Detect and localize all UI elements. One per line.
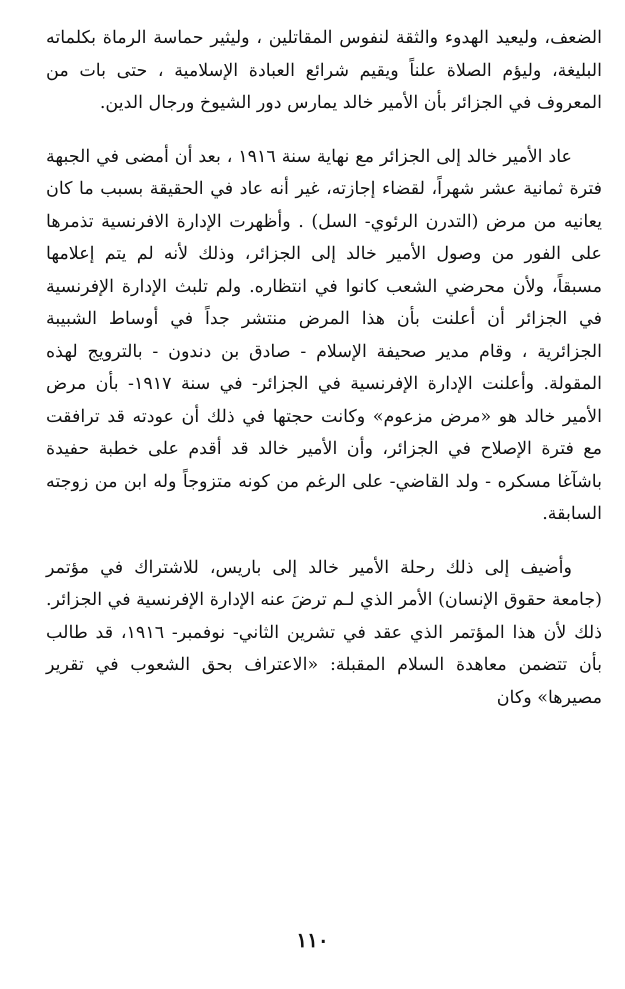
paragraph-1: الضعف، وليعيد الهدوء والثقة لنفوس المقاتلين ، وليثير حماسة الرماة بكلماته البليغة، وليؤم الصلاة علناً ويقيم شرائع العبادة الإسلامية ، حتى بات من المعروف في الجزائر بأن الأمير خالد يمارس دور الشيوخ ورجال الدين. — [46, 28, 602, 113]
paragraph-2: عاد الأمير خالد إلى الجزائر مع نهاية سنة ١٩١٦ ، بعد أن أمضى في الجبهة فترة ثمانية عشر شهراً، لقضاء إجازته، غير أنه عاد في الحقيقة بسبب ما كان يعانيه من مرض (التدرن الرئوي- السل) . وأظهرت الإدارة الافرنسية تذمرها على الفور من وصول الأمير خالد إلى الجزائر، وذلك لأنه لم يتم إعلامها مسبقاً، ولأن محرضي الشعب كانوا في انتظاره. ولم تلبث الإدارة الإفرنسية في الجزائر أن أعلنت بأن هذا المرض منتشر جداً في أوساط الشبيبة الجزائرية ، وقام مدير صحيفة الإسلام - صادق بن دندون - بالترويج لهذه المقولة. وأعلنت الإدارة الإفرنسية في الجزائر- في سنة ١٩١٧- بأن مرض الأمير خالد هو «مرض مزعوم» وكانت حجتها في ذلك أن عودته قد ترافقت مع فترة الإصلاح في الجزائر، وأن الأمير خالد قد أقدم على خطبة حفيدة باشآغا مسكره - ولد القاضي- على الرغم من كونه متزوجاً وله ابن من زوجته السابقة. — [46, 146, 602, 524]
page-body — [46, 22, 602, 714]
page-number: ١١٠ — [296, 928, 329, 952]
paragraph-3: وأضيف إلى ذلك رحلة الأمير خالد إلى باريس، للاشتراك في مؤتمر (جامعة حقوق الإنسان) الأمر الذي لـم ترضَ عنه الإدارة الإفرنسية في الجزائر. ذلك لأن هذا المؤتمر الذي عقد في تشرين الثاني- نوفمبر- ١٩١٦، قد طالب بأن تتضمن معاهدة السلام المقبلة: «الاعتراف بحق الشعوب في تقرير مصيرها» وكان — [45, 557, 602, 708]
